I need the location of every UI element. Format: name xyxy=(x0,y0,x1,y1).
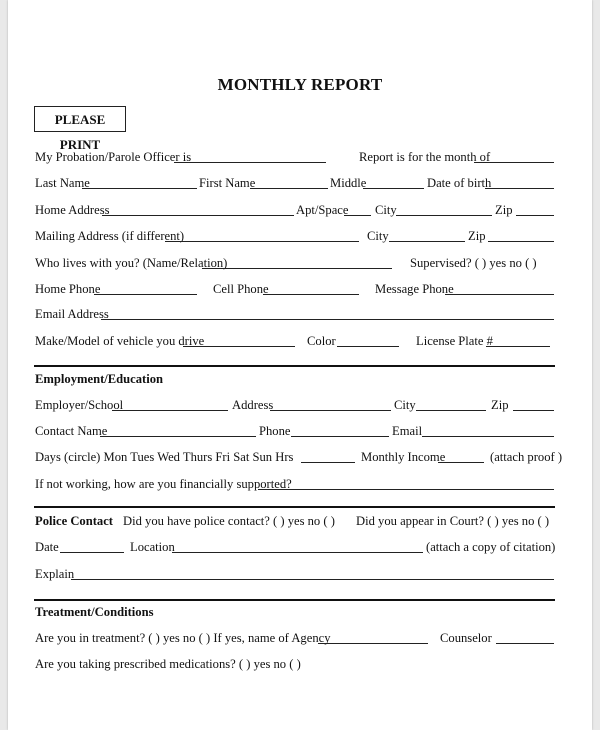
monthly-income-label: Monthly Income xyxy=(361,450,446,464)
contact-phone-field[interactable] xyxy=(291,436,389,437)
counselor-field[interactable] xyxy=(496,643,554,644)
mailing-address-label: Mailing Address (if different) xyxy=(35,229,185,243)
dob-field[interactable] xyxy=(485,188,554,189)
explain-field[interactable] xyxy=(71,579,554,580)
license-plate-field[interactable] xyxy=(486,346,550,347)
police-location-field[interactable] xyxy=(172,552,423,553)
report-month-field[interactable] xyxy=(474,162,554,163)
home-phone-label: Home Phone xyxy=(35,282,101,296)
not-working-field[interactable] xyxy=(258,489,554,490)
message-phone-label: Message Phone xyxy=(375,282,454,296)
section-divider xyxy=(34,599,555,601)
treatment-question[interactable]: Are you in treatment? ( ) yes no ( ) If yes, name of Agency xyxy=(35,631,331,645)
police-date-field[interactable] xyxy=(60,552,124,553)
city-field[interactable] xyxy=(396,215,492,216)
employer-zip-field[interactable] xyxy=(513,410,554,411)
color-field[interactable] xyxy=(337,346,399,347)
contact-name-field[interactable] xyxy=(100,436,256,437)
mailing-city-field[interactable] xyxy=(389,241,465,242)
mailing-address-field[interactable] xyxy=(165,241,359,242)
days-circle-options[interactable]: Days (circle) Mon Tues Wed Thurs Fri Sat Sun Hrs xyxy=(35,450,294,464)
employer-city-label: City xyxy=(394,398,416,412)
middle-field[interactable] xyxy=(363,188,424,189)
contact-phone-label: Phone xyxy=(259,424,291,438)
license-plate-label: License Plate # xyxy=(416,334,493,348)
probation-officer-label: My Probation/Parole Officer is xyxy=(35,150,192,164)
treatment-heading: Treatment/Conditions xyxy=(35,605,154,619)
supervised-question[interactable]: Supervised? ( ) yes no ( ) xyxy=(410,256,537,270)
police-contact-question[interactable]: Did you have police contact? ( ) yes no ( ) xyxy=(123,514,335,528)
police-contact-heading: Police Contact xyxy=(35,514,113,528)
explain-label: Explain xyxy=(35,567,75,581)
apt-label: Apt/Space xyxy=(296,203,349,217)
hours-field[interactable] xyxy=(301,462,355,463)
page-title: MONTHLY REPORT xyxy=(217,75,383,94)
document-page xyxy=(8,0,592,730)
mailing-zip-field[interactable] xyxy=(488,241,554,242)
home-phone-field[interactable] xyxy=(94,294,197,295)
who-lives-label: Who lives with you? (Name/Relation) xyxy=(35,256,228,270)
first-name-label: First Name xyxy=(199,176,256,190)
attach-citation-label: (attach a copy of citation) xyxy=(426,540,556,554)
contact-email-label: Email xyxy=(392,424,423,438)
employer-address-label: Address xyxy=(232,398,274,412)
employer-zip-label: Zip xyxy=(491,398,509,412)
contact-name-label: Contact Name xyxy=(35,424,108,438)
who-lives-field[interactable] xyxy=(202,268,392,269)
mailing-city-label: City xyxy=(367,229,389,243)
employment-heading: Employment/Education xyxy=(35,372,164,386)
medications-question[interactable]: Are you taking prescribed medications? ( ) yes no ( ) xyxy=(35,657,301,671)
section-divider xyxy=(34,506,555,508)
vehicle-label: Make/Model of vehicle you drive xyxy=(35,334,205,348)
vehicle-field[interactable] xyxy=(183,346,295,347)
not-working-label: If not working, how are you financially supported? xyxy=(35,477,292,491)
employer-address-field[interactable] xyxy=(270,410,391,411)
counselor-label: Counselor xyxy=(440,631,492,645)
middle-label: Middle xyxy=(330,176,367,190)
attach-proof-label: (attach proof ) xyxy=(490,450,563,464)
court-appearance-question[interactable]: Did you appear in Court? ( ) yes no ( ) xyxy=(356,514,550,528)
employer-city-field[interactable] xyxy=(416,410,486,411)
home-address-label: Home Address xyxy=(35,203,110,217)
employer-label: Employer/School xyxy=(35,398,124,412)
cell-phone-label: Cell Phone xyxy=(213,282,269,296)
zip-label: Zip xyxy=(495,203,513,217)
email-field[interactable] xyxy=(101,319,554,320)
color-label: Color xyxy=(307,334,336,348)
monthly-income-field[interactable] xyxy=(438,462,484,463)
probation-officer-field[interactable] xyxy=(174,162,326,163)
report-month-label: Report is for the month of xyxy=(359,150,491,164)
contact-email-field[interactable] xyxy=(422,436,554,437)
last-name-field[interactable] xyxy=(82,188,197,189)
dob-label: Date of birth xyxy=(427,176,492,190)
employer-field[interactable] xyxy=(112,410,228,411)
police-location-label: Location xyxy=(130,540,175,554)
apt-field[interactable] xyxy=(344,215,371,216)
section-divider xyxy=(34,365,555,367)
message-phone-field[interactable] xyxy=(445,294,554,295)
zip-field[interactable] xyxy=(516,215,554,216)
last-name-label: Last Name xyxy=(35,176,90,190)
agency-name-field[interactable] xyxy=(318,643,428,644)
mailing-zip-label: Zip xyxy=(468,229,486,243)
please-print-box: PLEASE PRINT xyxy=(34,106,126,132)
email-label: Email Address xyxy=(35,307,109,321)
cell-phone-field[interactable] xyxy=(263,294,359,295)
police-date-label: Date xyxy=(35,540,59,554)
home-address-field[interactable] xyxy=(102,215,294,216)
city-label: City xyxy=(375,203,397,217)
first-name-field[interactable] xyxy=(250,188,328,189)
